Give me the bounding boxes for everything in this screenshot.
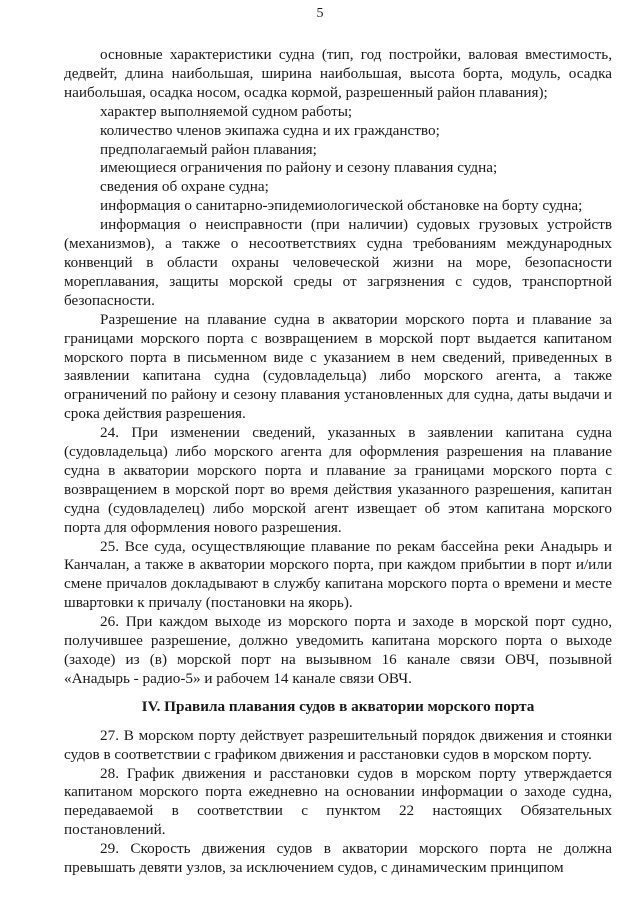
page-number: 5 — [316, 6, 324, 21]
paragraph: 25. Все суда, осуществляющие плавание по рекам бассейна реки Анадырь и Канчалан, а также в акватории морского порта, при каждом прибытии в порт и/или смене причалов докладывают в службу капитана морского порта о времени и месте швартовки к причалу (постановки на якорь). — [64, 537, 612, 612]
paragraph: 28. График движения и расстановки судов в морском порту утверждается капитаном морского порта ежедневно на основании информации о заходе судна, передаваемой в соответствии с пунктом 22 настоящих Обязательных постановлений. — [64, 764, 612, 839]
paragraph: информация о неисправности (при наличии) судовых грузовых устройств (механизмов), а также о несоответствиях судна требованиям международных конвенций в области охраны человеческой жизни на море, безопасности мореплавания, защиты морской среды от загрязнения с судов, транспортной безопасности. — [64, 216, 612, 309]
paragraph: сведения об охране судна; — [100, 178, 269, 196]
paragraph: 27. В морском порту действует разрешительный порядок движения и стоянки судов в соответствии с графиком движения и расстановки судов в морском порту. — [64, 726, 612, 763]
paragraph: характер выполняемой судном работы; — [100, 102, 353, 120]
paragraph: 29. Скорость движения судов в акватории морского порта не должна превышать девяти узлов, за исключением судов, с динамическим принципом — [64, 840, 612, 877]
paragraph: 24. При изменении сведений, указанных в заявлении капитана судна (судовладельца) либо морского агента для оформления разрешения на плавание судна в акватории морского порта и плавание за границами морского порта с возвращением в морской порт во время действия указанного разрешения, капитан судна (судовладелец) либо морской агент извещает об этом капитана морского порта для оформления нового разрешения. — [64, 424, 612, 536]
paragraph: информация о санитарно-эпидемиологической обстановке на борту судна; — [100, 197, 583, 215]
paragraph: количество членов экипажа судна и их гражданство; — [100, 121, 440, 139]
document-body — [64, 46, 612, 878]
paragraph: предполагаемый район плавания; — [100, 140, 317, 158]
paragraph: 26. При каждом выходе из морского порта и заходе в морской порт судно, получившее разрешение, должно уведомить капитана морского порта о выходе (заходе) из (в) морской порт на вызывном 16 канале связи ОВЧ, позывной «Анадырь - радио-5» и рабочем 14 канале связи ОВЧ. — [64, 613, 612, 687]
section-heading: IV. Правила плавания судов в акватории морского порта — [141, 697, 535, 715]
paragraph: основные характеристики судна (тип, год постройки, валовая вместимость, дедвейт, длина наибольшая, ширина наибольшая, высота борта, модуль, осадка наибольшая, осадка носом, осадка кормой, разрешенный район плавания); — [64, 46, 612, 101]
paragraph: Разрешение на плавание судна в акватории морского порта и плавание за границами морского порта с возвращением в морской порт выдается капитаном морского порта в письменном виде с указанием в нем сведений, приведенных в заявлении капитана судна (судовладельца) либо морского агента, а также ограничений по району и сезону плавания установленных для судна, даты выдачи и срока действия разрешения. — [64, 310, 612, 423]
paragraph: имеющиеся ограничения по району и сезону плавания судна; — [100, 159, 498, 177]
